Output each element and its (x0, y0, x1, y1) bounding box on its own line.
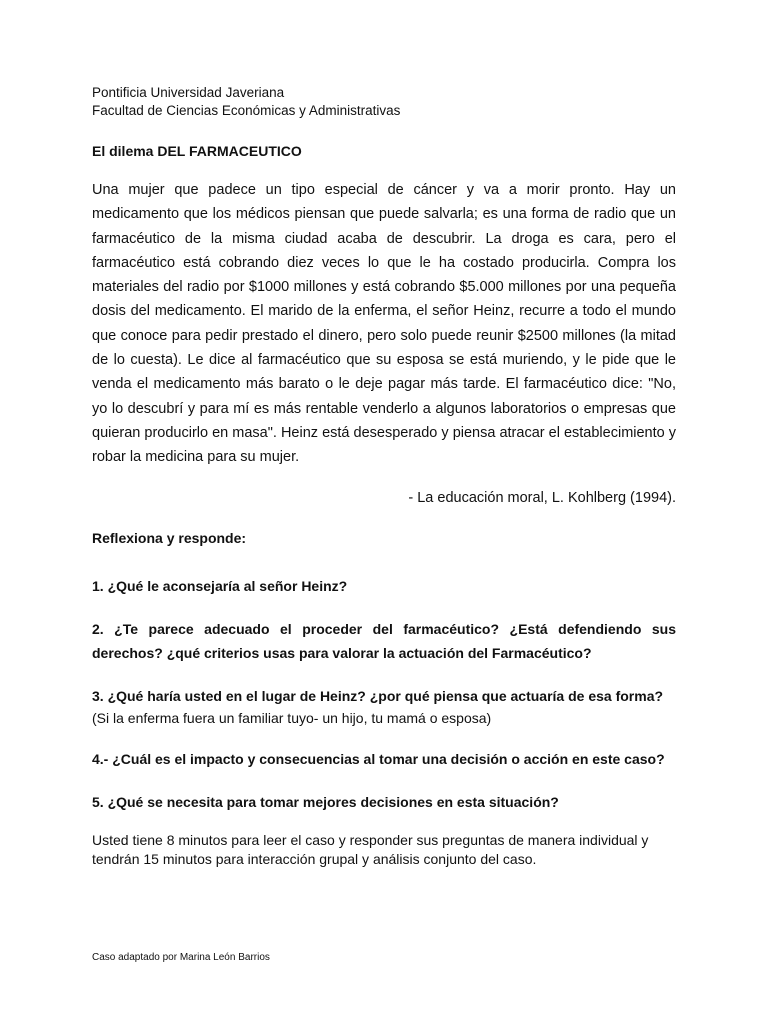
question-2: 2. ¿Te parece adecuado el proceder del farmacéutico? ¿Está defendiendo sus derechos? ¿qué criterios usas para valorar la actuación del Farmacéutico? (92, 620, 676, 661)
university-name: Pontificia Universidad Javeriana (92, 85, 285, 100)
question-3: 3. ¿Qué haría usted en el lugar de Heinz? ¿por qué piensa que actuaría de esa forma? (92, 687, 664, 704)
question-3-note: (Si la enferma fuera un familiar tuyo- un hijo, tu mamá o esposa) (92, 709, 492, 726)
case-description: Una mujer que padece un tipo especial de cáncer y va a morir pronto. Hay un medicamento que los médicos piensan que puede salvarla; es una forma de radio que un farmacéutico de la misma ciudad acaba de descubrir. La droga es cara, pero el farmacéutico está cobrando diez veces lo que le ha costado producirla. Compra los materiales del radio por $1000 millones y está cobrando $5.000 millones por una pequeña dosis del medicamento. El marido de la enferma, el señor Heinz, recurre a todo el mundo que conoce para pedir prestado el dinero, pero solo puede reunir $2500 millones (la mitad de lo cuesta). Le dice al farmacéutico que su esposa se está muriendo, y le pide que le venda el medicamento más barato o le deje pagar más tarde. El farmacéutico dice: "No, yo lo descubrí y para mí es más rentable venderlo a algunos laboratorios o empresas que quieran producirlo en masa". Heinz está desesperado y piensa atracar el establecimiento y robar la medicina para su mujer. (92, 182, 676, 466)
section-heading: Reflexiona y responde: (92, 529, 247, 546)
instructions: Usted tiene 8 minutos para leer el caso y responder sus preguntas de manera individual y tendrán 15 minutos para interacción grupal y análisis conjunto del caso. (92, 831, 649, 867)
question-4: 4.- ¿Cuál es el impacto y consecuencias al tomar una decisión o acción en este caso? (92, 750, 665, 767)
question-5: 5. ¿Qué se necesita para tomar mejores decisiones en esta situación? (92, 793, 559, 810)
citation: - La educación moral, L. Kohlberg (1994). (408, 489, 676, 506)
document-page (92, 84, 676, 869)
footer-credit: Caso adaptado por Marina León Barrios (92, 952, 270, 963)
document-title: El dilema DEL FARMACEUTICO (92, 143, 302, 159)
question-1: 1. ¿Qué le aconsejaría al señor Heinz? (92, 577, 348, 594)
faculty-name: Facultad de Ciencias Económicas y Administrativas (92, 103, 401, 118)
